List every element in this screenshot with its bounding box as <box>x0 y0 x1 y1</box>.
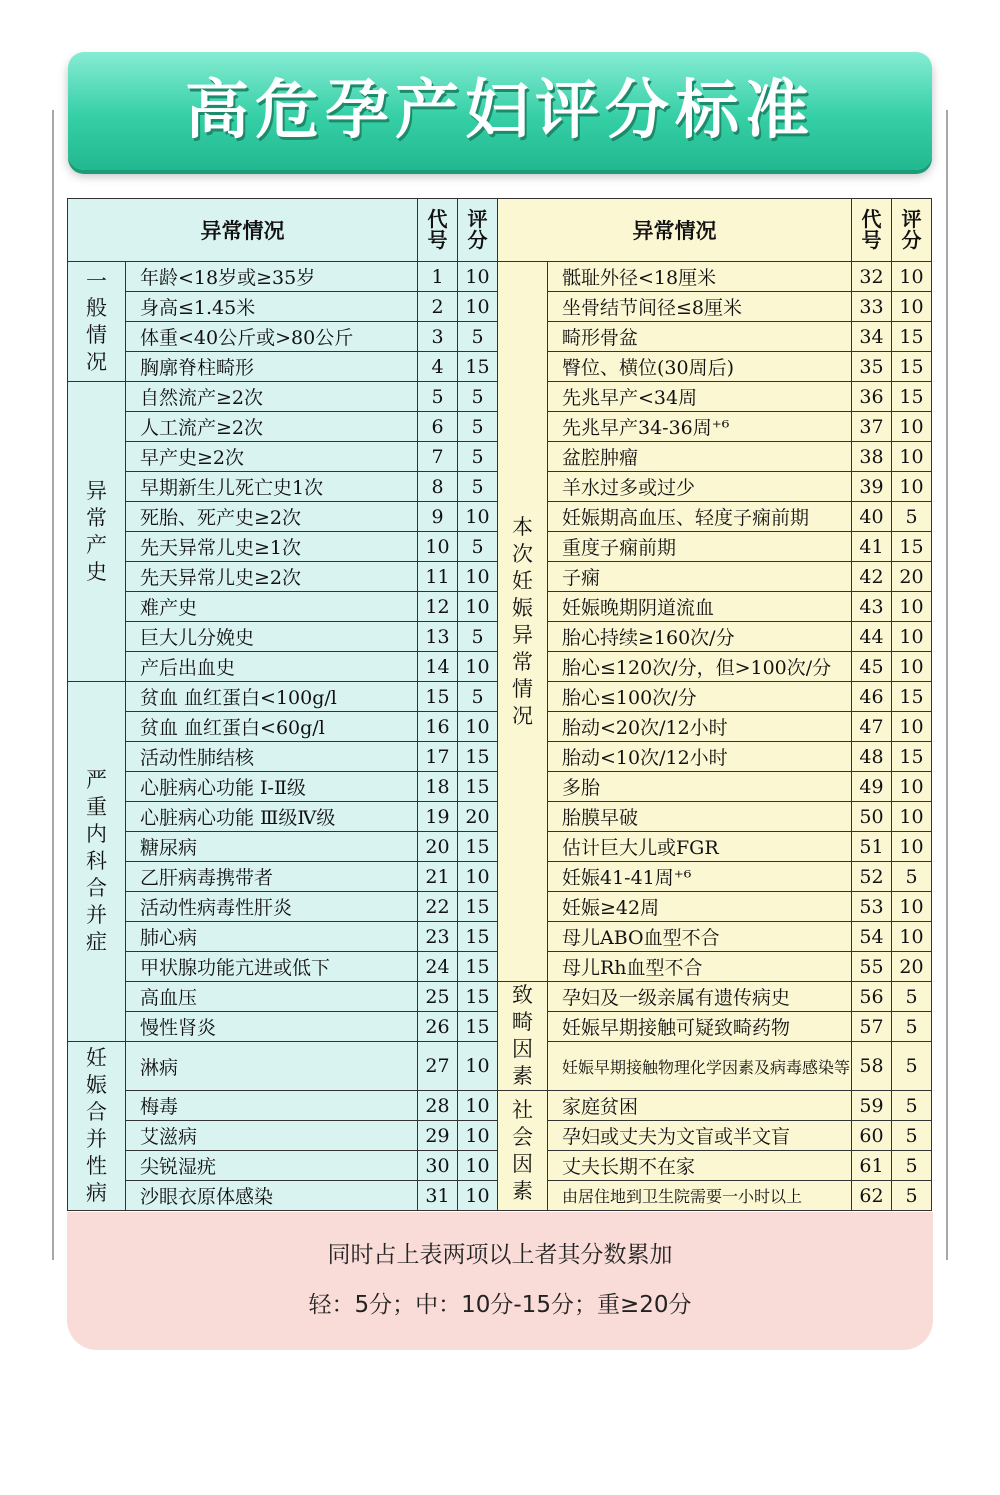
left-item: 艾滋病 <box>126 1121 418 1151</box>
category-label-history <box>68 382 126 682</box>
right-item: 母儿ABO血型不合 <box>548 922 852 952</box>
right-code: 37 <box>852 412 892 442</box>
left-item: 沙眼衣原体感染 <box>126 1181 418 1211</box>
left-score: 5 <box>458 472 498 502</box>
right-item: 先兆早产<34周 <box>548 382 852 412</box>
left-code: 31 <box>418 1181 458 1211</box>
right-code: 34 <box>852 322 892 352</box>
left-score: 15 <box>458 922 498 952</box>
right-score: 10 <box>892 772 932 802</box>
left-score: 10 <box>458 562 498 592</box>
right-code: 49 <box>852 772 892 802</box>
table-row <box>68 982 932 1012</box>
right-item: 妊娠早期接触物理化学因素及病毒感染等 <box>548 1042 852 1091</box>
left-code: 25 <box>418 982 458 1012</box>
left-code: 10 <box>418 532 458 562</box>
right-item: 丈夫长期不在家 <box>548 1151 852 1181</box>
right-code: 35 <box>852 352 892 382</box>
left-score: 10 <box>458 712 498 742</box>
left-code: 8 <box>418 472 458 502</box>
right-score: 10 <box>892 592 932 622</box>
left-score: 5 <box>458 412 498 442</box>
left-item: 糖尿病 <box>126 832 418 862</box>
left-score: 10 <box>458 652 498 682</box>
right-item: 胎心≤120次/分，但>100次/分 <box>548 652 852 682</box>
left-item: 巨大儿分娩史 <box>126 622 418 652</box>
right-item: 畸形骨盆 <box>548 322 852 352</box>
left-score: 15 <box>458 952 498 982</box>
left-score: 10 <box>458 1121 498 1151</box>
score-table <box>67 198 932 1211</box>
left-code: 22 <box>418 892 458 922</box>
right-item: 妊娠≥42周 <box>548 892 852 922</box>
left-score: 20 <box>458 802 498 832</box>
right-score: 20 <box>892 952 932 982</box>
left-code: 28 <box>418 1091 458 1121</box>
right-score: 5 <box>892 982 932 1012</box>
right-score: 15 <box>892 382 932 412</box>
right-code: 44 <box>852 622 892 652</box>
left-item: 尖锐湿疣 <box>126 1151 418 1181</box>
right-code: 32 <box>852 262 892 292</box>
right-code: 60 <box>852 1121 892 1151</box>
category-text: 本次妊娠异常情况 <box>512 514 533 728</box>
right-header-score: 评分 <box>892 199 932 262</box>
right-item: 子痫 <box>548 562 852 592</box>
right-score: 10 <box>892 832 932 862</box>
right-code: 54 <box>852 922 892 952</box>
left-score: 5 <box>458 442 498 472</box>
frame-left-line <box>52 110 54 1260</box>
right-item: 妊娠41-41周⁺⁶ <box>548 862 852 892</box>
left-score: 15 <box>458 742 498 772</box>
right-item: 胎心≤100次/分 <box>548 682 852 712</box>
left-score: 15 <box>458 892 498 922</box>
left-item: 心脏病心功能 Ⅲ级Ⅳ级 <box>126 802 418 832</box>
left-item: 年龄<18岁或≥35岁 <box>126 262 418 292</box>
right-code: 62 <box>852 1181 892 1211</box>
right-code: 59 <box>852 1091 892 1121</box>
left-header-score: 评分 <box>458 199 498 262</box>
left-code: 23 <box>418 922 458 952</box>
right-score: 10 <box>892 922 932 952</box>
right-item: 妊娠晚期阴道流血 <box>548 592 852 622</box>
right-score: 5 <box>892 862 932 892</box>
right-score: 10 <box>892 412 932 442</box>
right-code: 43 <box>852 592 892 622</box>
left-item: 梅毒 <box>126 1091 418 1121</box>
left-code: 26 <box>418 1012 458 1042</box>
left-item: 自然流产≥2次 <box>126 382 418 412</box>
left-item: 慢性肾炎 <box>126 1012 418 1042</box>
left-code: 27 <box>418 1042 458 1091</box>
right-score: 15 <box>892 532 932 562</box>
right-score: 5 <box>892 1042 932 1091</box>
left-score: 10 <box>458 1151 498 1181</box>
left-score: 10 <box>458 1181 498 1211</box>
right-code: 58 <box>852 1042 892 1091</box>
left-score: 10 <box>458 292 498 322</box>
left-score: 5 <box>458 382 498 412</box>
left-score: 10 <box>458 592 498 622</box>
left-item: 先天异常儿史≥2次 <box>126 562 418 592</box>
title-banner <box>68 52 932 170</box>
left-score: 15 <box>458 772 498 802</box>
right-score: 5 <box>892 502 932 532</box>
category-label-medical <box>68 682 126 1042</box>
left-score: 15 <box>458 832 498 862</box>
right-score: 5 <box>892 1151 932 1181</box>
left-code: 13 <box>418 622 458 652</box>
category-label-pregnancy-complication <box>68 1042 126 1211</box>
left-item: 难产史 <box>126 592 418 622</box>
left-code: 17 <box>418 742 458 772</box>
right-score: 10 <box>892 622 932 652</box>
footer-line-2: 轻：5分；中：10分-15分；重≥20分 <box>308 1292 692 1318</box>
right-score: 10 <box>892 472 932 502</box>
right-item: 胎动<10次/12小时 <box>548 742 852 772</box>
category-label-current <box>498 262 548 982</box>
table-row <box>68 1091 932 1121</box>
footer-line-1: 同时占上表两项以上者其分数累加 <box>327 1242 673 1268</box>
right-item: 盆腔肿瘤 <box>548 442 852 472</box>
left-item: 甲状腺功能亢进或低下 <box>126 952 418 982</box>
left-item: 身高≤1.45米 <box>126 292 418 322</box>
left-item: 心脏病心功能 Ⅰ-Ⅱ级 <box>126 772 418 802</box>
right-item: 胎膜早破 <box>548 802 852 832</box>
left-code: 12 <box>418 592 458 622</box>
right-item: 羊水过多或过少 <box>548 472 852 502</box>
left-code: 2 <box>418 292 458 322</box>
right-item: 多胎 <box>548 772 852 802</box>
right-item: 骶耻外径<18厘米 <box>548 262 852 292</box>
left-code: 11 <box>418 562 458 592</box>
left-score: 10 <box>458 862 498 892</box>
right-item: 重度子痫前期 <box>548 532 852 562</box>
right-code: 52 <box>852 862 892 892</box>
right-item: 孕妇或丈夫为文盲或半文盲 <box>548 1121 852 1151</box>
right-item: 坐骨结节间径≤8厘米 <box>548 292 852 322</box>
left-score: 10 <box>458 1091 498 1121</box>
left-header-code: 代号 <box>418 199 458 262</box>
left-item: 胸廓脊柱畸形 <box>126 352 418 382</box>
right-code: 55 <box>852 952 892 982</box>
left-header-situation: 异常情况 <box>68 199 418 262</box>
left-score: 5 <box>458 532 498 562</box>
right-code: 33 <box>852 292 892 322</box>
left-item: 淋病 <box>126 1042 418 1091</box>
right-code: 48 <box>852 742 892 772</box>
right-score: 5 <box>892 1091 932 1121</box>
right-score: 15 <box>892 742 932 772</box>
left-score: 5 <box>458 622 498 652</box>
right-score: 15 <box>892 322 932 352</box>
category-text: 严重内科合并症 <box>86 768 107 954</box>
category-text: 一般情况 <box>86 268 107 374</box>
category-label-general <box>68 262 126 382</box>
category-label-teratogenic <box>498 982 548 1091</box>
right-item: 家庭贫困 <box>548 1091 852 1121</box>
left-item: 贫血 血红蛋白<60g/l <box>126 712 418 742</box>
table-header-row <box>68 199 932 262</box>
right-code: 53 <box>852 892 892 922</box>
left-code: 14 <box>418 652 458 682</box>
left-code: 16 <box>418 712 458 742</box>
right-score: 10 <box>892 892 932 922</box>
category-text: 妊娠合并性病 <box>86 1046 107 1205</box>
left-item: 活动性肺结核 <box>126 742 418 772</box>
footer-note <box>67 1212 933 1350</box>
left-score: 10 <box>458 262 498 292</box>
right-code: 57 <box>852 1012 892 1042</box>
left-item: 早期新生儿死亡史1次 <box>126 472 418 502</box>
right-score: 10 <box>892 712 932 742</box>
right-code: 42 <box>852 562 892 592</box>
left-score: 5 <box>458 322 498 352</box>
right-header-situation: 异常情况 <box>498 199 852 262</box>
left-code: 29 <box>418 1121 458 1151</box>
right-score: 5 <box>892 1121 932 1151</box>
right-code: 40 <box>852 502 892 532</box>
left-code: 19 <box>418 802 458 832</box>
left-score: 15 <box>458 1012 498 1042</box>
right-item: 孕妇及一级亲属有遗传病史 <box>548 982 852 1012</box>
right-item: 估计巨大儿或FGR <box>548 832 852 862</box>
left-item: 死胎、死产史≥2次 <box>126 502 418 532</box>
right-score: 15 <box>892 352 932 382</box>
right-item: 胎动<20次/12小时 <box>548 712 852 742</box>
right-code: 45 <box>852 652 892 682</box>
frame-right-line <box>946 110 948 1260</box>
category-text: 致畸因素 <box>512 983 533 1088</box>
left-score: 15 <box>458 982 498 1012</box>
left-score: 15 <box>458 352 498 382</box>
right-item: 由居住地到卫生院需要一小时以上 <box>548 1181 852 1211</box>
category-label-social <box>498 1091 548 1211</box>
left-code: 9 <box>418 502 458 532</box>
left-item: 人工流产≥2次 <box>126 412 418 442</box>
left-code: 24 <box>418 952 458 982</box>
right-code: 56 <box>852 982 892 1012</box>
left-code: 18 <box>418 772 458 802</box>
page-title: 高危孕产妇评分标准 <box>185 74 815 148</box>
left-score: 10 <box>458 1042 498 1091</box>
right-score: 5 <box>892 1012 932 1042</box>
left-code: 21 <box>418 862 458 892</box>
right-code: 39 <box>852 472 892 502</box>
right-score: 10 <box>892 292 932 322</box>
right-score: 10 <box>892 262 932 292</box>
left-item: 先天异常儿史≥1次 <box>126 532 418 562</box>
right-code: 51 <box>852 832 892 862</box>
right-item: 胎心持续≥160次/分 <box>548 622 852 652</box>
right-code: 61 <box>852 1151 892 1181</box>
right-score: 10 <box>892 652 932 682</box>
left-code: 4 <box>418 352 458 382</box>
left-code: 20 <box>418 832 458 862</box>
left-item: 高血压 <box>126 982 418 1012</box>
right-score: 15 <box>892 682 932 712</box>
right-item: 母儿Rh血型不合 <box>548 952 852 982</box>
right-code: 41 <box>852 532 892 562</box>
right-score: 10 <box>892 442 932 472</box>
right-code: 36 <box>852 382 892 412</box>
right-code: 38 <box>852 442 892 472</box>
left-item: 乙肝病毒携带者 <box>126 862 418 892</box>
score-table-body <box>68 199 932 1211</box>
left-code: 15 <box>418 682 458 712</box>
left-score: 5 <box>458 682 498 712</box>
right-code: 46 <box>852 682 892 712</box>
left-code: 5 <box>418 382 458 412</box>
left-item: 肺心病 <box>126 922 418 952</box>
category-text: 异常产史 <box>86 478 107 584</box>
left-item: 体重<40公斤或>80公斤 <box>126 322 418 352</box>
right-score: 10 <box>892 802 932 832</box>
right-score: 5 <box>892 1181 932 1211</box>
left-code: 1 <box>418 262 458 292</box>
left-score: 10 <box>458 502 498 532</box>
table-row <box>68 262 932 292</box>
category-text: 社会因素 <box>512 1097 533 1203</box>
right-item: 妊娠早期接触可疑致畸药物 <box>548 1012 852 1042</box>
right-header-code: 代号 <box>852 199 892 262</box>
right-item: 臀位、横位(30周后) <box>548 352 852 382</box>
right-item: 妊娠期高血压、轻度子痫前期 <box>548 502 852 532</box>
right-score: 20 <box>892 562 932 592</box>
right-code: 47 <box>852 712 892 742</box>
left-item: 产后出血史 <box>126 652 418 682</box>
left-code: 3 <box>418 322 458 352</box>
left-code: 7 <box>418 442 458 472</box>
left-code: 30 <box>418 1151 458 1181</box>
left-item: 贫血 血红蛋白<100g/l <box>126 682 418 712</box>
right-code: 50 <box>852 802 892 832</box>
left-item: 活动性病毒性肝炎 <box>126 892 418 922</box>
left-item: 早产史≥2次 <box>126 442 418 472</box>
right-item: 先兆早产34-36周⁺⁶ <box>548 412 852 442</box>
left-code: 6 <box>418 412 458 442</box>
